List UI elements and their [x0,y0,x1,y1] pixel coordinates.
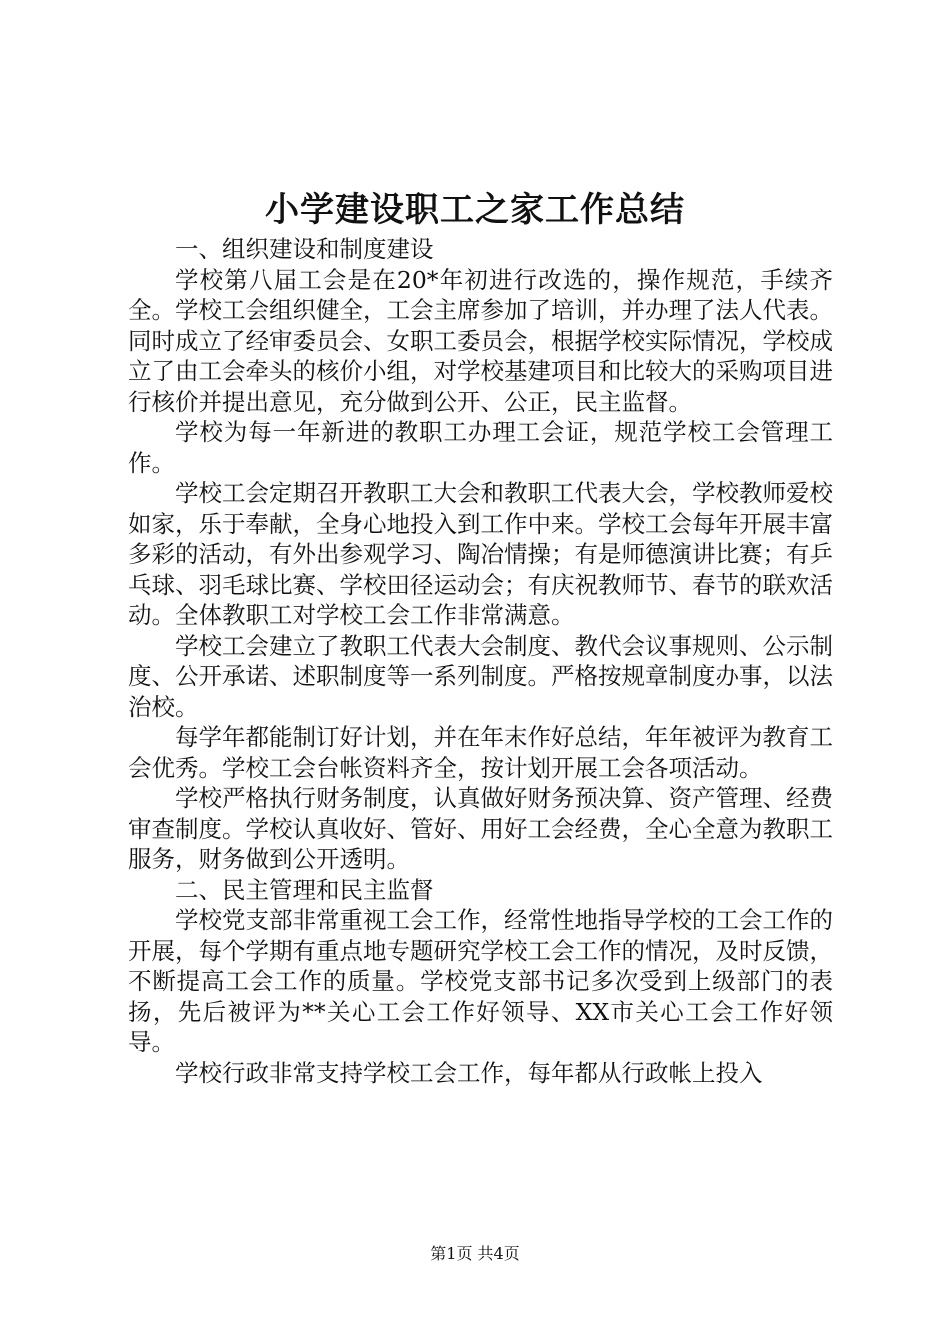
document-body [128,234,833,1088]
paragraph: 每学年都能制订好计划，并在年末作好总结，年年被评为教育工会优秀。学校工会台帐资料齐全，按计划开展工会各项活动。 [128,723,833,782]
paragraph: 学校第八届工会是在20*年初进行改选的，操作规范，手续齐全。学校工会组织健全，工会主席参加了培训，并办理了法人代表。同时成立了经审委员会、女职工委员会，根据学校实际情况，学校成立了由工会牵头的核价小组，对学校基建项目和比较大的采购项目进行核价并提出意见，充分做到公开、公正，民主监督。 [128,265,833,416]
paragraph: 学校为每一年新进的教职工办理工会证，规范学校工会管理工作。 [128,418,833,477]
paragraph: 学校严格执行财务制度，认真做好财务预决算、资产管理、经费审查制度。学校认真收好、管好、用好工会经费，全心全意为教职工服务，财务做到公开透明。 [128,784,833,873]
paragraph: 学校工会建立了教职工代表大会制度、教代会议事规则、公示制度、公开承诺、述职制度等一系列制度。严格按规章制度办事，以法治校。 [128,631,833,721]
paragraph: 学校行政非常支持学校工会工作，每年都从行政帐上投入 [175,1058,763,1087]
section-2 [128,875,833,1089]
section-heading: 一、组织建设和制度建设 [175,235,434,263]
section-1 [128,234,833,875]
paragraph: 学校工会定期召开教职工大会和教职工代表大会，学校教师爱校如家，乐于奉献，全身心地投入到工作中来。学校工会每年开展丰富多彩的活动，有外出参观学习、陶冶情操；有是师德演讲比赛；有乒乓球、羽毛球比赛、学校田径运动会；有庆祝教师节、春节的联欢活动。全体教职工对学校工会工作非常满意。 [128,479,833,629]
document-title: 小学建设职工之家工作总结 [265,190,685,230]
paragraph: 学校党支部非常重视工会工作，经常性地指导学校的工会工作的开展，每个学期有重点地专题研究学校工会工作的情况，及时反馈，不断提高工会工作的质量。学校党支部书记多次受到上级部门的表扬，先后被评为**关心工会工作好领导、XX市关心工会工作好领导。 [128,906,833,1056]
section-heading: 二、民主管理和民主监督 [175,875,434,904]
page-number: 第1页 共4页 [430,1244,520,1263]
